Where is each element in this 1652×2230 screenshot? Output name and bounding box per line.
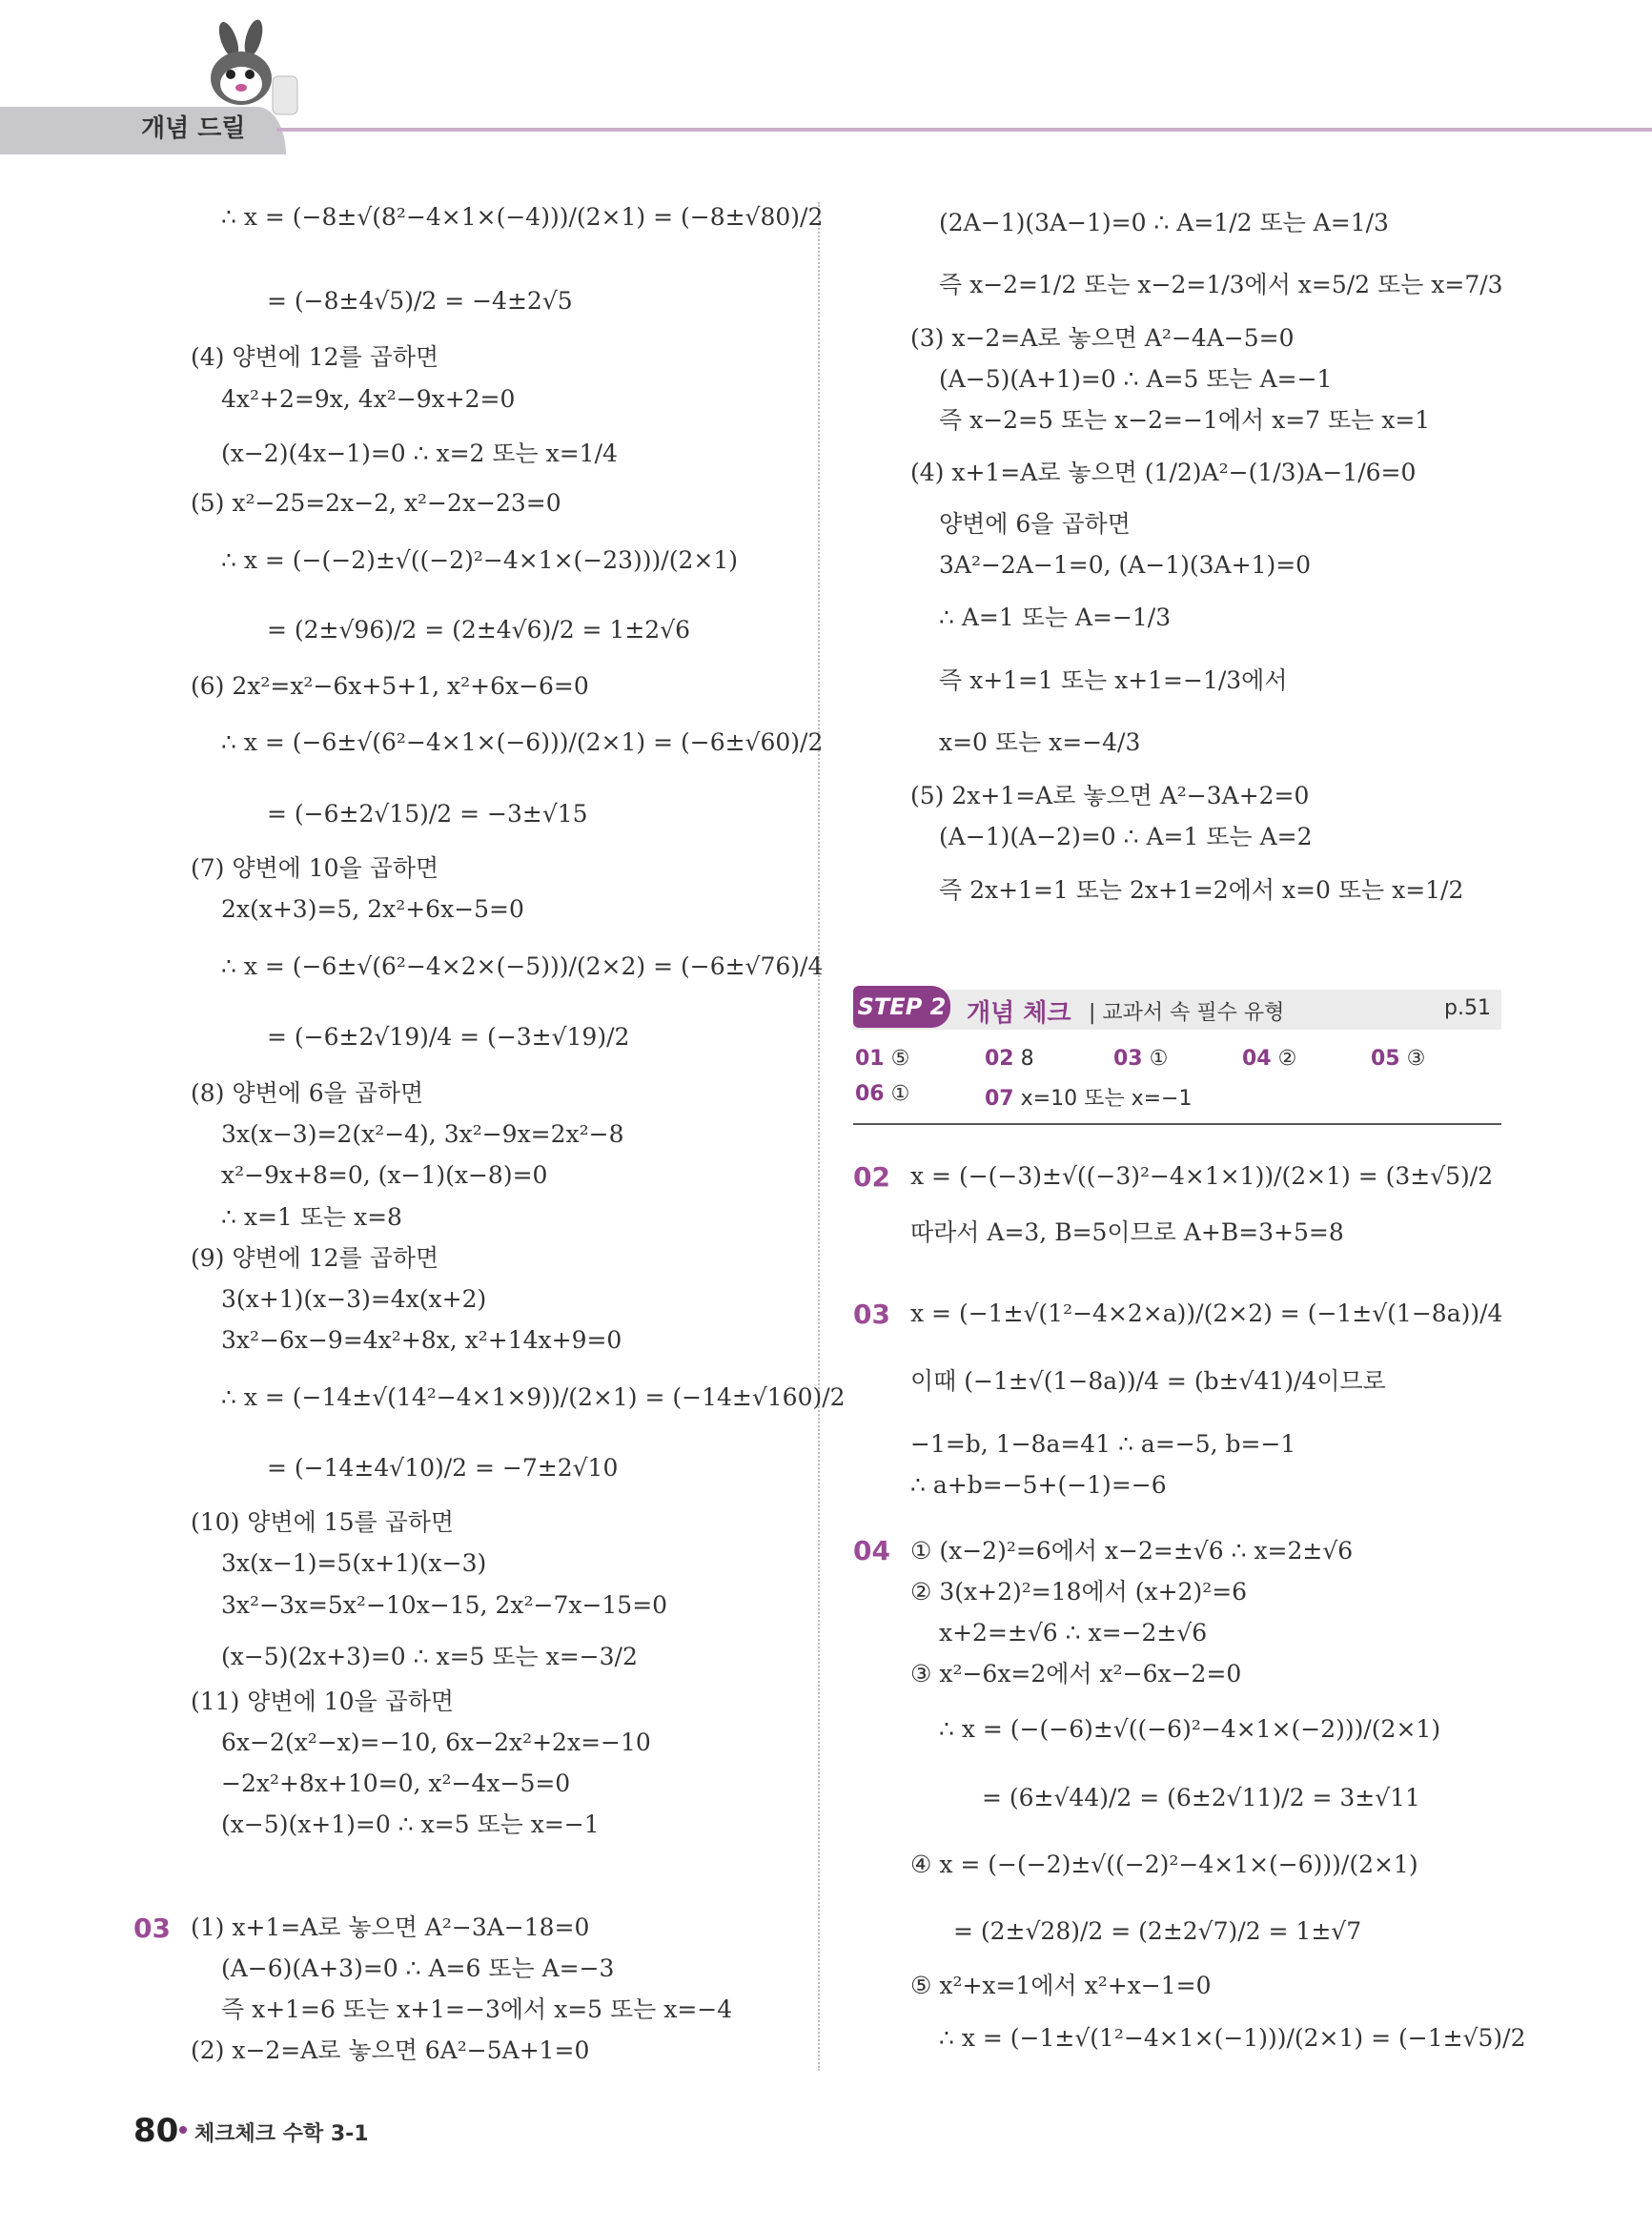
- step-page-ref: p.51: [1444, 996, 1491, 1020]
- header-rule: [276, 128, 1652, 132]
- q03b-line-3: −1=b, 1−8a=41 ∴ a=−5, b=−1: [910, 1430, 1296, 1458]
- q04-line-3: x+2=±√6 ∴ x=−2±√6: [939, 1619, 1208, 1647]
- left-line-18: x²−9x+8=0, (x−1)(x−8)=0: [221, 1161, 548, 1189]
- right-line-14: 즉 2x+1=1 또는 2x+1=2에서 x=0 또는 x=1/2: [939, 876, 1464, 904]
- left-line-23: ∴ x = (−14±√(14²−4×1×9))/(2×1) = (−14±√160)/2: [221, 1383, 846, 1411]
- left-line-22: 3x²−6x−9=4x²+8x, x²+14x+9=0: [221, 1326, 622, 1354]
- section-label: 개념 드릴: [141, 114, 246, 143]
- right-line-4: (A−5)(A+1)=0 ∴ A=5 또는 A=−1: [939, 365, 1333, 393]
- left-line-28: (x−5)(2x+3)=0 ∴ x=5 또는 x=−3/2: [221, 1643, 638, 1670]
- left-line-19: ∴ x=1 또는 x=8: [221, 1203, 402, 1231]
- q04-line-5: ∴ x = (−(−6)±√((−6)²−4×1×(−2)))/(2×1): [939, 1715, 1441, 1743]
- left-line-30: 6x−2(x²−x)=−10, 6x−2x²+2x=−10: [221, 1729, 651, 1756]
- left-line-8: = (2±√96)/2 = (2±4√6)/2 = 1±2√6: [267, 616, 691, 644]
- q03-line-4: (2) x−2=A로 놓으면 6A²−5A+1=0: [191, 2036, 590, 2064]
- left-line-5: (x−2)(4x−1)=0 ∴ x=2 또는 x=1/4: [221, 440, 618, 467]
- answer-03: 03 ①: [1113, 1047, 1169, 1071]
- right-line-5: 즉 x−2=5 또는 x−2=−1에서 x=7 또는 x=1: [939, 406, 1431, 434]
- right-line-12: (5) 2x+1=A로 놓으면 A²−3A+2=0: [910, 782, 1310, 809]
- left-line-16: (8) 양변에 6을 곱하면: [191, 1079, 424, 1107]
- left-line-20: (9) 양변에 12를 곱하면: [191, 1244, 439, 1272]
- answer-01: 01 ⑤: [855, 1047, 910, 1071]
- left-line-3: (4) 양변에 12를 곱하면: [191, 343, 439, 371]
- q04-line-1: ① (x−2)²=6에서 x−2=±√6 ∴ x=2±√6: [910, 1537, 1354, 1565]
- q02-line-2: 따라서 A=3, B=5이므로 A+B=3+5=8: [910, 1218, 1344, 1246]
- question-04-number: 04: [853, 1535, 890, 1566]
- answer-04: 04 ②: [1242, 1047, 1297, 1071]
- step-badge: STEP 2: [853, 986, 950, 1028]
- question-03b-number: 03: [853, 1299, 890, 1330]
- left-line-12: (7) 양변에 10을 곱하면: [191, 854, 439, 882]
- left-line-2: = (−8±4√5)/2 = −4±2√5: [267, 287, 573, 315]
- left-line-4: 4x²+2=9x, 4x²−9x+2=0: [221, 385, 516, 413]
- right-line-9: ∴ A=1 또는 A=−1/3: [939, 604, 1172, 631]
- q04-line-4: ③ x²−6x=2에서 x²−6x−2=0: [910, 1660, 1242, 1688]
- right-line-7: 양변에 6을 곱하면: [939, 510, 1131, 538]
- q03b-line-4: ∴ a+b=−5+(−1)=−6: [910, 1471, 1167, 1499]
- right-line-1: (2A−1)(3A−1)=0 ∴ A=1/2 또는 A=1/3: [939, 209, 1389, 236]
- question-02-number: 02: [853, 1161, 890, 1193]
- left-line-14: ∴ x = (−6±√(6²−4×2×(−5)))/(2×2) = (−6±√76)/4: [221, 952, 824, 980]
- q04-line-9: ⑤ x²+x=1에서 x²+x−1=0: [910, 1972, 1212, 1999]
- q03b-line-1: x = (−1±√(1²−4×2×a))/(2×2) = (−1±√(1−8a))/4: [910, 1299, 1503, 1327]
- q03-line-1: (1) x+1=A로 놓으면 A²−3A−18=0: [191, 1913, 590, 1941]
- q04-line-6: = (6±√44)/2 = (6±2√11)/2 = 3±√11: [982, 1784, 1420, 1811]
- left-line-9: (6) 2x²=x²−6x+5+1, x²+6x−6=0: [191, 672, 589, 700]
- right-line-11: x=0 또는 x=−4/3: [939, 728, 1141, 756]
- q04-line-8: = (2±√28)/2 = (2±2√7)/2 = 1±√7: [953, 1917, 1362, 1945]
- page-number: 80: [133, 2112, 179, 2150]
- left-line-26: 3x(x−1)=5(x+1)(x−3): [221, 1549, 487, 1577]
- left-line-17: 3x(x−3)=2(x²−4), 3x²−9x=2x²−8: [221, 1120, 624, 1148]
- left-line-11: = (−6±2√15)/2 = −3±√15: [267, 800, 588, 828]
- left-line-27: 3x²−3x=5x²−10x−15, 2x²−7x−15=0: [221, 1591, 668, 1619]
- q04-line-2: ② 3(x+2)²=18에서 (x+2)²=6: [910, 1578, 1248, 1606]
- q03b-line-2: 이때 (−1±√(1−8a))/4 = (b±√41)/4이므로: [910, 1367, 1386, 1395]
- left-line-1: ∴ x = (−8±√(8²−4×1×(−4)))/(2×1) = (−8±√80)/2: [221, 203, 824, 231]
- step-subtitle: | 교과서 속 필수 유형: [1089, 1001, 1285, 1025]
- right-line-8: 3A²−2A−1=0, (A−1)(3A+1)=0: [939, 551, 1312, 579]
- left-line-7: ∴ x = (−(−2)±√((−2)²−4×1×(−23)))/(2×1): [221, 546, 738, 574]
- q03-line-2: (A−6)(A+3)=0 ∴ A=6 또는 A=−3: [221, 1954, 615, 1982]
- answer-07: 07 x=10 또는 x=−1: [985, 1087, 1193, 1111]
- q04-line-10: ∴ x = (−1±√(1²−4×1×(−1)))/(2×1) = (−1±√5)/2: [939, 2024, 1526, 2052]
- q04-line-7: ④ x = (−(−2)±√((−2)²−4×1×(−6)))/(2×1): [910, 1851, 1418, 1878]
- left-line-10: ∴ x = (−6±√(6²−4×1×(−6)))/(2×1) = (−6±√60)/2: [221, 728, 824, 756]
- column-divider: [818, 202, 820, 2071]
- answer-06: 06 ①: [855, 1082, 910, 1106]
- right-line-10: 즉 x+1=1 또는 x+1=−1/3에서: [939, 666, 1288, 694]
- footer-bullet-icon: [179, 2126, 187, 2134]
- left-line-25: (10) 양변에 15를 곱하면: [191, 1508, 455, 1536]
- left-line-13: 2x(x+3)=5, 2x²+6x−5=0: [221, 895, 524, 923]
- right-line-2: 즉 x−2=1/2 또는 x−2=1/3에서 x=5/2 또는 x=7/3: [939, 271, 1503, 298]
- left-line-29: (11) 양변에 10을 곱하면: [191, 1688, 455, 1715]
- q03-line-3: 즉 x+1=6 또는 x+1=−3에서 x=5 또는 x=−4: [221, 1995, 733, 2023]
- left-line-24: = (−14±4√10)/2 = −7±2√10: [267, 1454, 619, 1482]
- rabbit-mascot-icon: [189, 19, 303, 124]
- question-03-number: 03: [133, 1913, 171, 1944]
- right-line-6: (4) x+1=A로 놓으면 (1/2)A²−(1/3)A−1/6=0: [910, 459, 1417, 486]
- right-line-13: (A−1)(A−2)=0 ∴ A=1 또는 A=2: [939, 823, 1313, 850]
- left-line-21: 3(x+1)(x−3)=4x(x+2): [221, 1285, 487, 1313]
- q02-line-1: x = (−(−3)±√((−3)²−4×1×1))/(2×1) = (3±√5)/2: [910, 1162, 1494, 1190]
- left-line-32: (x−5)(x+1)=0 ∴ x=5 또는 x=−1: [221, 1811, 600, 1838]
- left-line-31: −2x²+8x+10=0, x²−4x−5=0: [221, 1770, 571, 1797]
- book-title: 체크체크 수학 3-1: [194, 2122, 369, 2146]
- answer-05: 05 ③: [1371, 1047, 1426, 1071]
- right-line-3: (3) x−2=A로 놓으면 A²−4A−5=0: [910, 324, 1295, 352]
- left-line-15: = (−6±2√19)/4 = (−3±√19)/2: [267, 1023, 630, 1051]
- answer-rule: [853, 1123, 1501, 1125]
- step-title: 개념 체크: [967, 999, 1071, 1028]
- left-line-6: (5) x²−25=2x−2, x²−2x−23=0: [191, 489, 561, 517]
- answer-02: 02 8: [985, 1047, 1034, 1071]
